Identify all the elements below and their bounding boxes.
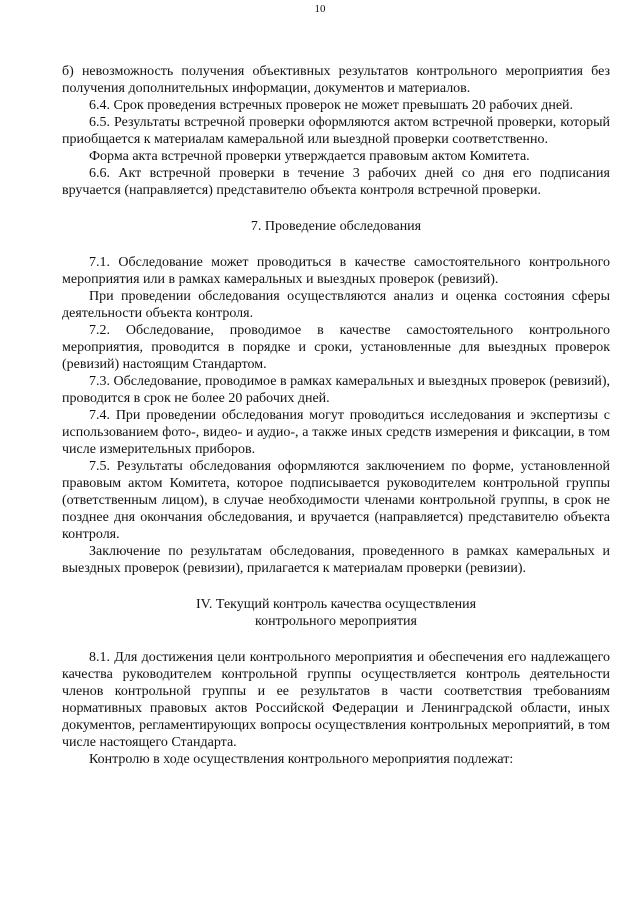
paragraph: б) невозможность получения объективных результатов контрольного мероприятия без получения дополнительных информации, документов и материалов. [62,64,610,96]
paragraph: 7.2. Обследование, проводимое в качестве самостоятельного контрольного мероприятия, проводится в порядке и сроки, установленные для выездных проверок (ревизий) настоящим Стандартом. [62,323,610,372]
paragraph: 6.4. Срок проведения встречных проверок не может превышать 20 рабочих дней. [89,98,574,113]
paragraph: 7.5. Результаты обследования оформляются заключением по форме, установленной правовым актом Комитета, которое подписывается руководителем контрольной группы (ответственным лицом), в случае необходимости членами контрольной группы, в срок не позднее дня окончания обследования, и вручается (направляется) представителю объекта контроля. [62,459,610,542]
section-spacer [62,577,610,596]
paragraph: 6.6. Акт встречной проверки в течение 3 рабочих дней со дня его подписания вручается (направляется) представителю объекта контроля встречной проверки. [62,166,610,198]
document-body [62,63,610,768]
paragraph: 8.1. Для достижения цели контрольного мероприятия и обеспечения его надлежащего качества руководителем контрольной группы осуществляется контроль деятельности членов контрольной группы и ее результатов в части соответствия требованиям нормативных правовых актов Российской Федерации и Ленинградской области, иных документов, регламентирующих вопросы осуществления контрольных мероприятий, в том числе настоящего Стандарта. [62,650,610,750]
paragraph: Контролю в ходе осуществления контрольного мероприятия подлежат: [89,752,514,767]
section-spacer [62,199,610,218]
paragraph: Заключение по результатам обследования, проведенного в рамках камеральных и выездных проверок (ревизии), прилагается к материалам проверки (ревизии). [62,544,610,576]
section-heading: 7. Проведение обследования [250,219,422,234]
paragraph: Форма акта встречной проверки утверждается правовым актом Комитета. [89,149,530,164]
page-number: 10 [314,3,326,15]
section-heading: IV. Текущий контроль качества осуществления [195,597,477,612]
paragraph: 7.3. Обследование, проводимое в рамках камеральных и выездных проверок (ревизий), проводится в срок не более 20 рабочих дней. [62,374,610,406]
paragraph: При проведении обследования осуществляются анализ и оценка состояния сферы деятельности объекта контроля. [62,289,610,321]
paragraph: 7.1. Обследование может проводиться в качестве самостоятельного контрольного мероприятия или в рамках камеральных и выездных проверок (ревизий). [62,255,610,287]
section-spacer [62,235,610,254]
paragraph: 6.5. Результаты встречной проверки оформляются актом встречной проверки, который приобщается к материалам камеральной или выездной проверки соответственно. [62,115,610,147]
section-heading: контрольного мероприятия [255,614,417,629]
paragraph: 7.4. При проведении обследования могут проводиться исследования и экспертизы с использованием фото-, видео- и аудио-, а также иных средств измерения и фиксации, в том числе измерительных приборов. [62,408,610,457]
section-spacer [62,630,610,649]
